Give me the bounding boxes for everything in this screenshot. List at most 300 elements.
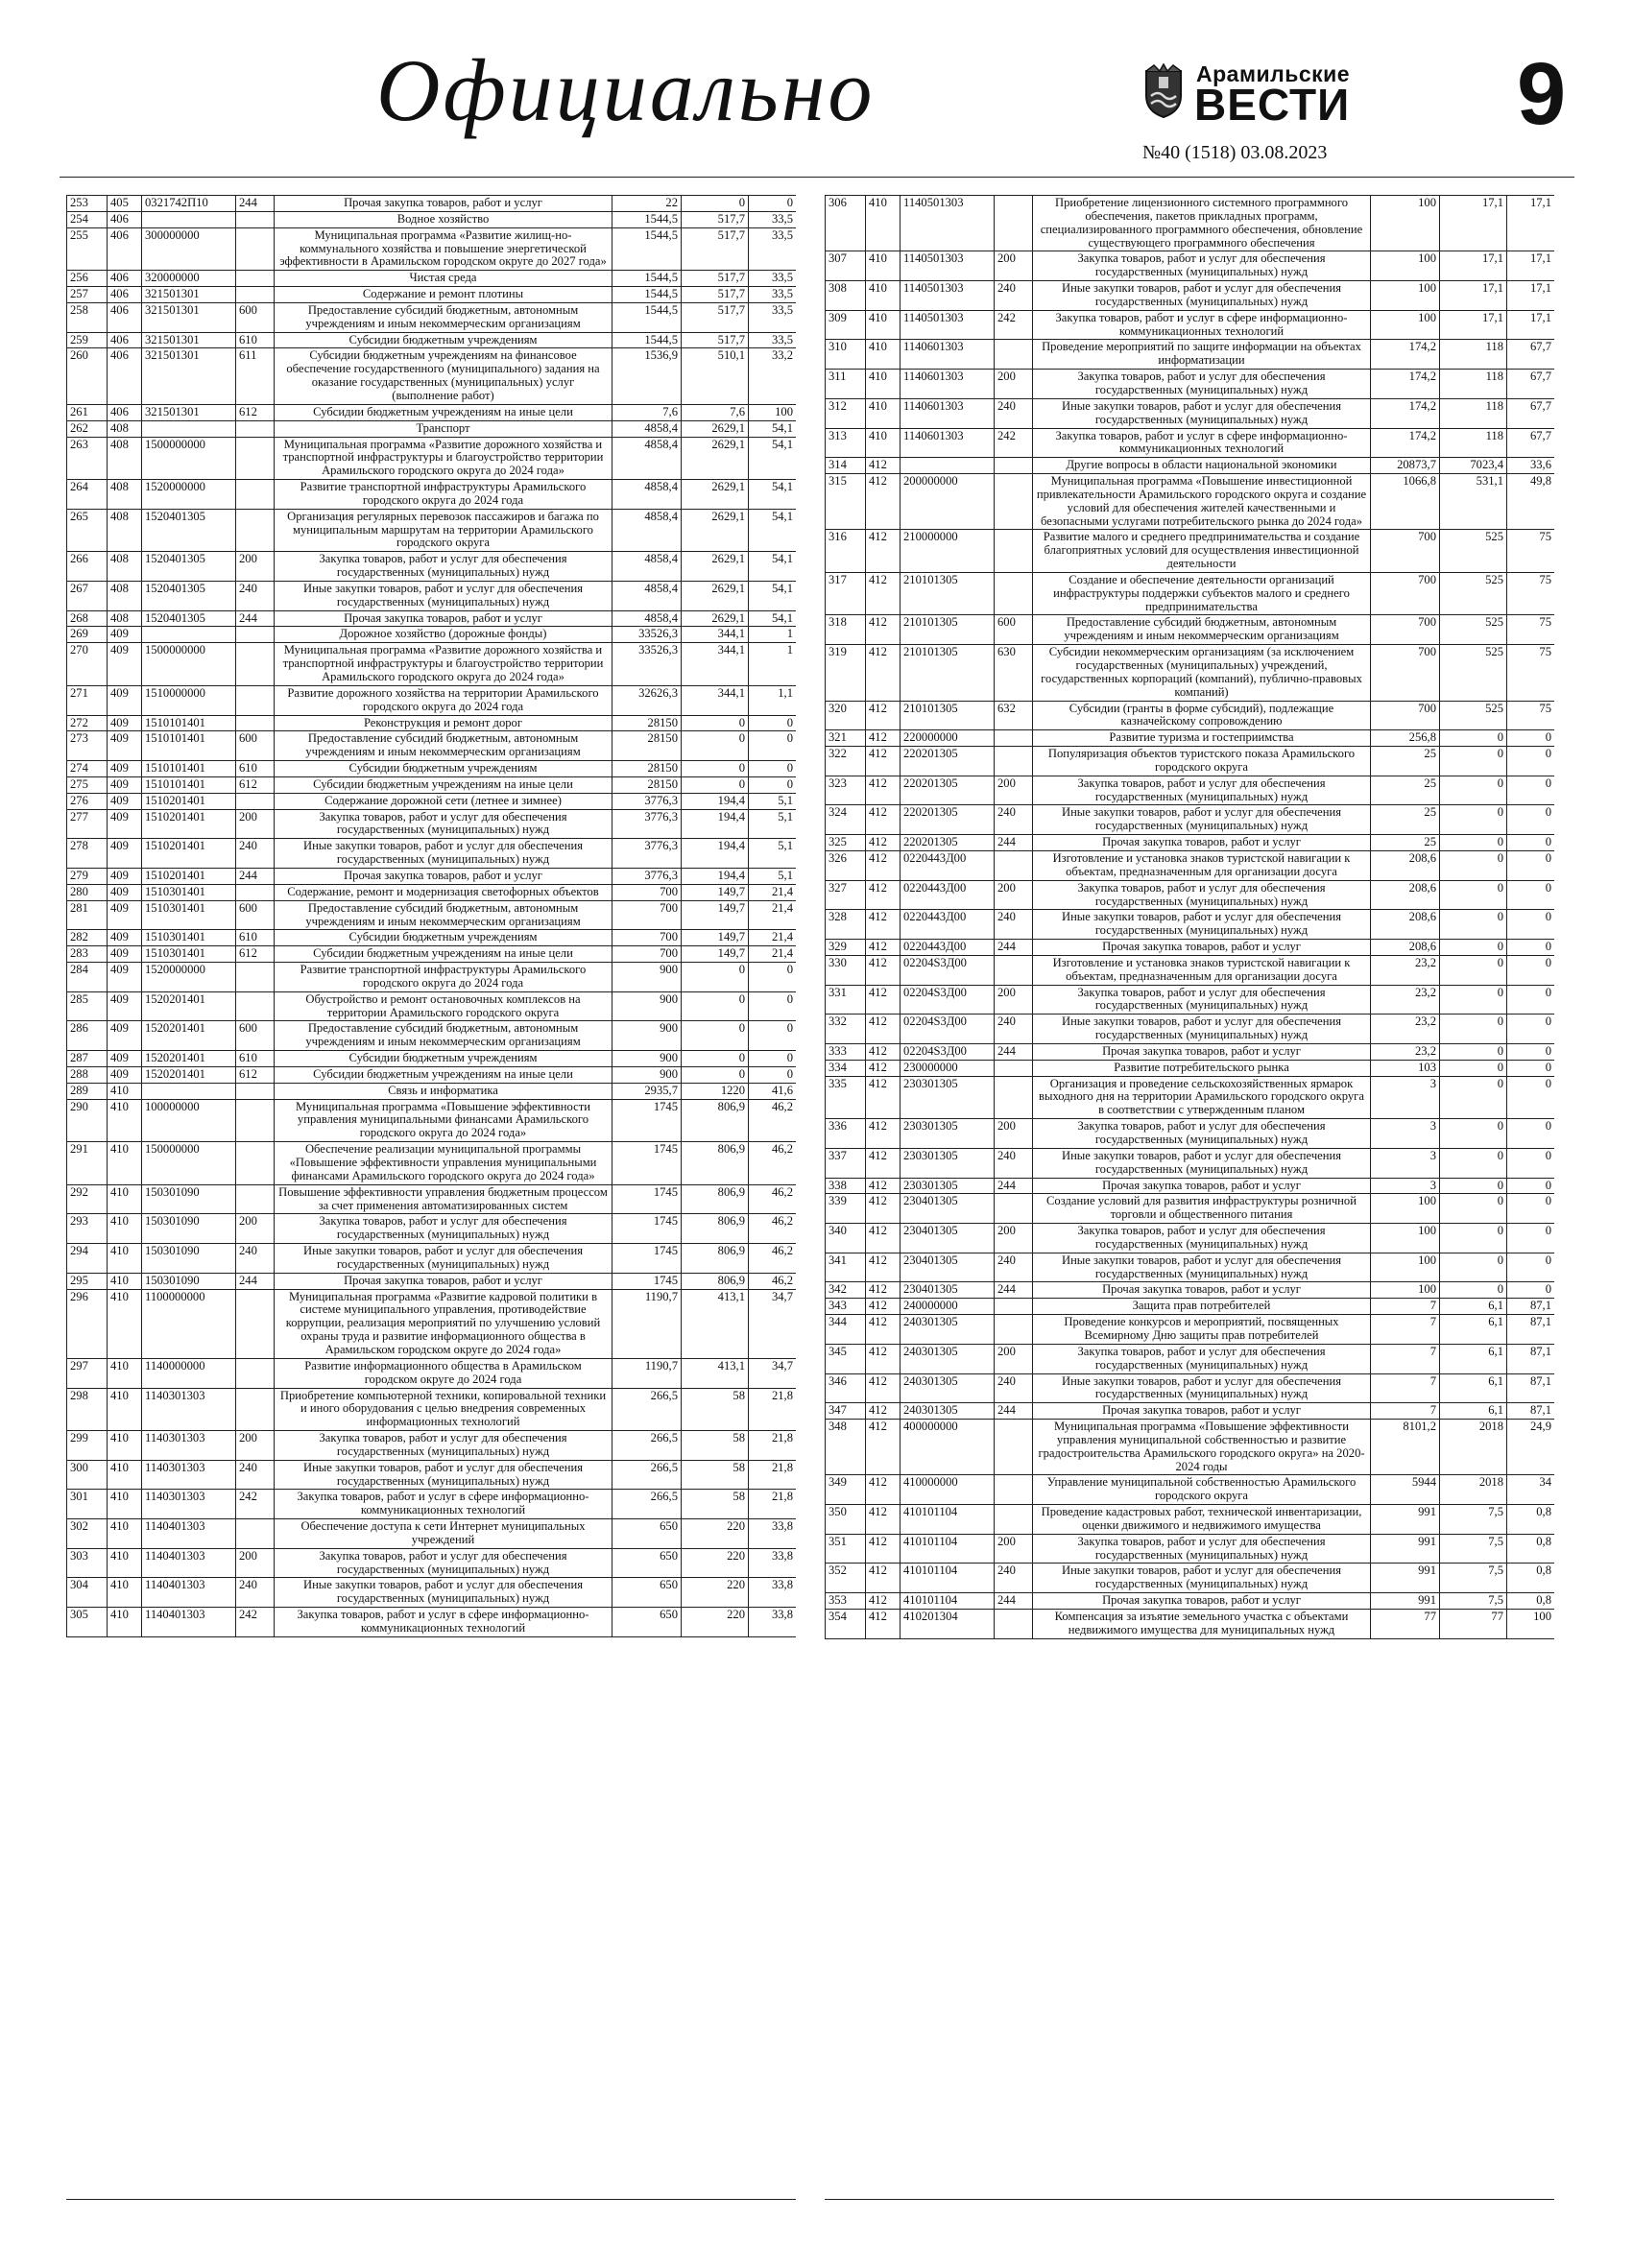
table-row [826, 1060, 1555, 1076]
planned-amount-cell: 208,6 [1371, 910, 1440, 940]
row-number-cell: 274 [67, 761, 108, 777]
row-number-cell: 287 [67, 1051, 108, 1067]
percent-cell: 0 [1507, 1015, 1555, 1044]
target-article-cell: 410101104 [901, 1505, 995, 1535]
planned-amount-cell: 1544,5 [612, 271, 682, 287]
executed-amount-cell: 58 [682, 1388, 749, 1431]
target-article-cell: 1140301303 [142, 1460, 236, 1490]
executed-amount-cell: 220 [682, 1608, 749, 1637]
percent-cell: 0 [749, 776, 797, 793]
executed-amount-cell: 58 [682, 1431, 749, 1461]
table-row [826, 880, 1555, 910]
percent-cell: 0 [749, 761, 797, 777]
row-number-cell: 353 [826, 1593, 866, 1610]
description-cell: Иные закупки товаров, работ и услуг для обеспечения государственных (муниципальных) нужд [1033, 1373, 1371, 1403]
row-number-cell: 265 [67, 509, 108, 552]
planned-amount-cell: 700 [1371, 615, 1440, 645]
planned-amount-cell: 100 [1371, 1224, 1440, 1253]
description-cell: Закупка товаров, работ и услуг для обеспечения государственных (муниципальных) нужд [1033, 251, 1371, 281]
table-row [826, 1373, 1555, 1403]
row-number-cell: 344 [826, 1315, 866, 1345]
executed-amount-cell: 0 [1440, 1076, 1507, 1119]
table-row [67, 420, 797, 437]
description-cell: Другие вопросы в области национальной экономики [1033, 458, 1371, 474]
row-number-cell: 305 [67, 1608, 108, 1637]
executed-amount-cell: 194,4 [682, 839, 749, 869]
row-number-cell: 309 [826, 310, 866, 340]
executed-amount-cell: 149,7 [682, 900, 749, 930]
target-article-cell: 410101104 [901, 1534, 995, 1564]
section-code-cell: 409 [108, 884, 142, 900]
executed-amount-cell: 58 [682, 1490, 749, 1519]
planned-amount-cell: 100 [1371, 1282, 1440, 1299]
percent-cell: 67,7 [1507, 428, 1555, 458]
expense-type-cell: 240 [995, 281, 1033, 311]
percent-cell: 0,8 [1507, 1534, 1555, 1564]
description-cell: Закупка товаров, работ и услуг для обеспечения государственных (муниципальных) нужд [1033, 880, 1371, 910]
percent-cell: 21,4 [749, 900, 797, 930]
row-number-cell: 266 [67, 552, 108, 582]
row-number-cell: 296 [67, 1289, 108, 1358]
target-article-cell: 0220443Д00 [901, 910, 995, 940]
expense-type-cell [236, 685, 275, 715]
percent-cell: 54,1 [749, 552, 797, 582]
executed-amount-cell: 344,1 [682, 685, 749, 715]
planned-amount-cell: 1745 [612, 1099, 682, 1142]
target-article-cell: 02204S3Д00 [901, 1015, 995, 1044]
planned-amount-cell: 32626,3 [612, 685, 682, 715]
executed-amount-cell: 7,5 [1440, 1505, 1507, 1535]
expense-type-cell: 200 [236, 1548, 275, 1578]
description-cell: Проведение мероприятий по защите информации на объектах информатизации [1033, 340, 1371, 370]
row-number-cell: 258 [67, 302, 108, 332]
row-number-cell: 292 [67, 1184, 108, 1214]
percent-cell: 87,1 [1507, 1344, 1555, 1373]
bottom-rule-left [66, 2199, 796, 2200]
target-article-cell: 1140301303 [142, 1431, 236, 1461]
percent-cell: 87,1 [1507, 1315, 1555, 1345]
section-code-cell: 410 [866, 281, 901, 311]
row-number-cell: 340 [826, 1224, 866, 1253]
description-cell: Водное хозяйство [275, 211, 612, 227]
planned-amount-cell: 174,2 [1371, 428, 1440, 458]
masthead [0, 0, 1633, 192]
table-row [67, 581, 797, 610]
table-row [67, 1021, 797, 1051]
section-code-cell: 412 [866, 701, 901, 730]
planned-amount-cell: 991 [1371, 1593, 1440, 1610]
executed-amount-cell: 0 [1440, 1060, 1507, 1076]
section-code-cell: 412 [866, 1119, 901, 1149]
percent-cell: 0 [1507, 1060, 1555, 1076]
table-row [67, 776, 797, 793]
section-code-cell: 412 [866, 880, 901, 910]
row-number-cell: 257 [67, 287, 108, 303]
target-article-cell: 1140501303 [901, 196, 995, 251]
description-cell: Муниципальная программа «Повышение эффективности управления муниципальными финансами Арамильского городского округа до 2024 года» [275, 1099, 612, 1142]
row-number-cell: 262 [67, 420, 108, 437]
planned-amount-cell: 1745 [612, 1273, 682, 1289]
row-number-cell: 306 [826, 196, 866, 251]
budget-table-right [825, 195, 1554, 1639]
table-row [67, 1578, 797, 1608]
planned-amount-cell: 7 [1371, 1299, 1440, 1315]
percent-cell: 21,8 [749, 1460, 797, 1490]
row-number-cell: 326 [826, 850, 866, 880]
planned-amount-cell: 3 [1371, 1119, 1440, 1149]
table-row [67, 1289, 797, 1358]
section-code-cell: 412 [866, 1043, 901, 1060]
target-article-cell: 1140301303 [142, 1490, 236, 1519]
percent-cell: 0 [1507, 730, 1555, 747]
row-number-cell: 289 [67, 1083, 108, 1099]
percent-cell: 17,1 [1507, 251, 1555, 281]
expense-type-cell: 242 [236, 1608, 275, 1637]
section-code-cell: 412 [866, 835, 901, 851]
description-cell: Иные закупки товаров, работ и услуг для обеспечения государственных (муниципальных) нужд [1033, 1253, 1371, 1282]
coat-of-arms-icon [1142, 63, 1185, 119]
expense-type-cell [236, 1142, 275, 1185]
percent-cell: 0 [1507, 1076, 1555, 1119]
percent-cell: 17,1 [1507, 310, 1555, 340]
row-number-cell: 285 [67, 991, 108, 1021]
planned-amount-cell: 900 [612, 991, 682, 1021]
section-code-cell: 408 [108, 610, 142, 627]
percent-cell: 33,8 [749, 1578, 797, 1608]
expense-type-cell [236, 627, 275, 643]
description-cell: Дорожное хозяйство (дорожные фонды) [275, 627, 612, 643]
planned-amount-cell: 23,2 [1371, 955, 1440, 985]
executed-amount-cell: 2018 [1440, 1475, 1507, 1505]
target-article-cell: 1520201401 [142, 1021, 236, 1051]
percent-cell: 33,2 [749, 348, 797, 404]
row-number-cell: 270 [67, 643, 108, 686]
table-row [826, 458, 1555, 474]
section-code-cell: 412 [866, 1194, 901, 1224]
target-article-cell: 321501301 [142, 302, 236, 332]
section-code-cell: 412 [866, 805, 901, 835]
description-cell: Иные закупки товаров, работ и услуг для обеспечения государственных (муниципальных) нужд [275, 1578, 612, 1608]
percent-cell: 33,5 [749, 332, 797, 348]
expense-type-cell: 612 [236, 776, 275, 793]
executed-amount-cell: 0 [682, 196, 749, 212]
target-article-cell: 02204S3Д00 [901, 1043, 995, 1060]
page-number: 9 [1517, 45, 1567, 143]
table-row [826, 955, 1555, 985]
table-row [826, 1475, 1555, 1505]
newspaper-logo [1142, 58, 1382, 134]
expense-type-cell [236, 437, 275, 480]
executed-amount-cell: 149,7 [682, 884, 749, 900]
table-row [67, 1273, 797, 1289]
table-row [67, 1244, 797, 1274]
executed-amount-cell: 6,1 [1440, 1299, 1507, 1315]
expense-type-cell: 200 [995, 776, 1033, 805]
executed-amount-cell: 0 [1440, 1178, 1507, 1194]
row-number-cell: 260 [67, 348, 108, 404]
target-article-cell: 1140401303 [142, 1578, 236, 1608]
planned-amount-cell: 650 [612, 1578, 682, 1608]
expense-type-cell: 200 [995, 251, 1033, 281]
table-row [67, 480, 797, 510]
section-code-cell: 409 [108, 930, 142, 946]
row-number-cell: 341 [826, 1253, 866, 1282]
planned-amount-cell: 100 [1371, 251, 1440, 281]
row-number-cell: 313 [826, 428, 866, 458]
planned-amount-cell: 100 [1371, 196, 1440, 251]
planned-amount-cell: 266,5 [612, 1490, 682, 1519]
percent-cell: 21,8 [749, 1388, 797, 1431]
description-cell: Повышение эффективности управления бюджетным процессом за счет применения автоматизированных систем [275, 1184, 612, 1214]
section-code-cell: 406 [108, 227, 142, 271]
expense-type-cell [236, 1519, 275, 1549]
executed-amount-cell: 2629,1 [682, 437, 749, 480]
row-number-cell: 290 [67, 1099, 108, 1142]
planned-amount-cell: 174,2 [1371, 398, 1440, 428]
row-number-cell: 304 [67, 1578, 108, 1608]
table-row [67, 271, 797, 287]
table-row [67, 1142, 797, 1185]
section-code-cell: 412 [866, 1148, 901, 1178]
table-row [67, 227, 797, 271]
target-article-cell: 240301305 [901, 1344, 995, 1373]
section-code-cell: 410 [108, 1460, 142, 1490]
percent-cell: 54,1 [749, 581, 797, 610]
target-article-cell: 321501301 [142, 332, 236, 348]
table-row [67, 839, 797, 869]
section-code-cell: 410 [866, 196, 901, 251]
expense-type-cell [236, 1099, 275, 1142]
row-number-cell: 312 [826, 398, 866, 428]
executed-amount-cell: 517,7 [682, 302, 749, 332]
table-row [826, 196, 1555, 251]
expense-type-cell: 200 [995, 1344, 1033, 1373]
table-row [826, 910, 1555, 940]
percent-cell: 0 [749, 1051, 797, 1067]
section-code-cell: 408 [108, 509, 142, 552]
target-article-cell: 230401305 [901, 1282, 995, 1299]
table-row [826, 776, 1555, 805]
budget-table-left [66, 195, 796, 1637]
expense-type-cell [236, 1184, 275, 1214]
executed-amount-cell: 0 [682, 731, 749, 761]
section-code-cell: 412 [866, 572, 901, 615]
description-cell: Закупка товаров, работ и услуг для обеспечения государственных (муниципальных) нужд [1033, 1344, 1371, 1373]
executed-amount-cell: 0 [1440, 776, 1507, 805]
table-row [826, 530, 1555, 573]
row-number-cell: 354 [826, 1610, 866, 1639]
percent-cell: 5,1 [749, 809, 797, 839]
executed-amount-cell: 0 [1440, 1148, 1507, 1178]
row-number-cell: 307 [826, 251, 866, 281]
description-cell: Субсидии бюджетным учреждениям на финансовое обеспечение государственного (муниципального) задания на оказание государственных (муниципальных) услуг (выполнение работ) [275, 348, 612, 404]
expense-type-cell: 200 [995, 1224, 1033, 1253]
section-code-cell: 408 [108, 420, 142, 437]
table-row [67, 627, 797, 643]
target-article-cell [142, 211, 236, 227]
description-cell: Прочая закупка товаров, работ и услуг [1033, 1043, 1371, 1060]
table-row [826, 310, 1555, 340]
budget-table-right-column [825, 195, 1554, 2191]
section-code-cell: 410 [866, 340, 901, 370]
target-article-cell: 1520401305 [142, 581, 236, 610]
description-cell: Иные закупки товаров, работ и услуг для обеспечения государственных (муниципальных) нужд [275, 1244, 612, 1274]
target-article-cell: 230301305 [901, 1178, 995, 1194]
planned-amount-cell: 991 [1371, 1505, 1440, 1535]
row-number-cell: 255 [67, 227, 108, 271]
row-number-cell: 264 [67, 480, 108, 510]
expense-type-cell [995, 1610, 1033, 1639]
executed-amount-cell: 517,7 [682, 287, 749, 303]
planned-amount-cell: 23,2 [1371, 985, 1440, 1015]
planned-amount-cell: 900 [612, 1021, 682, 1051]
description-cell: Закупка товаров, работ и услуг для обеспечения государственных (муниципальных) нужд [275, 809, 612, 839]
target-article-cell: 220201305 [901, 805, 995, 835]
expense-type-cell [236, 480, 275, 510]
row-number-cell: 291 [67, 1142, 108, 1185]
table-row [826, 1194, 1555, 1224]
planned-amount-cell: 3776,3 [612, 839, 682, 869]
table-row [826, 1282, 1555, 1299]
row-number-cell: 331 [826, 985, 866, 1015]
section-code-cell: 412 [866, 1060, 901, 1076]
description-cell: Муниципальная программа «Развитие дорожного хозяйства и транспортной инфраструктуры и благоустройство территории Арамильского городского округа до 2024 года» [275, 643, 612, 686]
table-row [67, 809, 797, 839]
planned-amount-cell: 7 [1371, 1344, 1440, 1373]
expense-type-cell [236, 420, 275, 437]
executed-amount-cell: 220 [682, 1548, 749, 1578]
percent-cell: 75 [1507, 615, 1555, 645]
row-number-cell: 272 [67, 715, 108, 731]
target-article-cell: 1520201401 [142, 1066, 236, 1083]
row-number-cell: 330 [826, 955, 866, 985]
planned-amount-cell: 4858,4 [612, 437, 682, 480]
row-number-cell: 314 [826, 458, 866, 474]
description-cell: Предоставление субсидий бюджетным, автономным учреждениям и иным некоммерческим организациям [275, 731, 612, 761]
planned-amount-cell: 3 [1371, 1178, 1440, 1194]
target-article-cell: 1510201401 [142, 793, 236, 809]
section-code-cell: 410 [866, 370, 901, 399]
expense-type-cell [995, 1060, 1033, 1076]
percent-cell: 46,2 [749, 1214, 797, 1244]
executed-amount-cell: 6,1 [1440, 1315, 1507, 1345]
section-code-cell: 409 [108, 793, 142, 809]
table-row [67, 991, 797, 1021]
planned-amount-cell: 900 [612, 1051, 682, 1067]
section-code-cell: 409 [108, 900, 142, 930]
expense-type-cell: 610 [236, 332, 275, 348]
row-number-cell: 316 [826, 530, 866, 573]
section-code-cell: 410 [108, 1490, 142, 1519]
expense-type-cell: 600 [236, 731, 275, 761]
percent-cell: 54,1 [749, 480, 797, 510]
expense-type-cell: 240 [236, 1460, 275, 1490]
section-code-cell: 406 [108, 211, 142, 227]
target-article-cell: 1510201401 [142, 839, 236, 869]
expense-type-cell [236, 793, 275, 809]
section-code-cell: 410 [108, 1608, 142, 1637]
executed-amount-cell: 7,5 [1440, 1593, 1507, 1610]
target-article-cell: 1140401303 [142, 1548, 236, 1578]
table-row [67, 793, 797, 809]
description-cell: Закупка товаров, работ и услуг для обеспечения государственных (муниципальных) нужд [275, 1431, 612, 1461]
executed-amount-cell: 344,1 [682, 627, 749, 643]
percent-cell: 0 [1507, 1282, 1555, 1299]
target-article-cell: 1140601303 [901, 340, 995, 370]
expense-type-cell [995, 530, 1033, 573]
planned-amount-cell: 1536,9 [612, 348, 682, 404]
executed-amount-cell: 0 [682, 761, 749, 777]
table-row [67, 1431, 797, 1461]
expense-type-cell: 600 [995, 615, 1033, 645]
planned-amount-cell: 1544,5 [612, 211, 682, 227]
percent-cell: 5,1 [749, 868, 797, 884]
target-article-cell: 1140000000 [142, 1358, 236, 1388]
row-number-cell: 276 [67, 793, 108, 809]
description-cell: Иные закупки товаров, работ и услуг для обеспечения государственных (муниципальных) нужд [275, 1460, 612, 1490]
row-number-cell: 323 [826, 776, 866, 805]
executed-amount-cell: 0 [682, 991, 749, 1021]
table-row [67, 1519, 797, 1549]
row-number-cell: 317 [826, 572, 866, 615]
table-row [67, 509, 797, 552]
expense-type-cell: 240 [995, 805, 1033, 835]
description-cell: Иные закупки товаров, работ и услуг для обеспечения государственных (муниципальных) нужд [1033, 398, 1371, 428]
section-code-cell: 406 [108, 271, 142, 287]
section-code-cell: 410 [866, 310, 901, 340]
description-cell: Закупка товаров, работ и услуг для обеспечения государственных (муниципальных) нужд [275, 1214, 612, 1244]
planned-amount-cell: 28150 [612, 731, 682, 761]
percent-cell: 0,8 [1507, 1593, 1555, 1610]
section-code-cell: 412 [866, 850, 901, 880]
table-row [67, 643, 797, 686]
executed-amount-cell: 17,1 [1440, 310, 1507, 340]
executed-amount-cell: 2629,1 [682, 509, 749, 552]
percent-cell: 75 [1507, 701, 1555, 730]
expense-type-cell [236, 1388, 275, 1431]
section-title: Официально [376, 41, 876, 139]
target-article-cell: 1510201401 [142, 868, 236, 884]
percent-cell: 0 [1507, 776, 1555, 805]
section-code-cell: 410 [108, 1431, 142, 1461]
table-row [67, 731, 797, 761]
expense-type-cell [995, 730, 1033, 747]
description-cell: Развитие дорожного хозяйства на территории Арамильского городского округа до 2024 года [275, 685, 612, 715]
target-article-cell: 1140401303 [142, 1519, 236, 1549]
expense-type-cell [995, 474, 1033, 530]
executed-amount-cell: 149,7 [682, 946, 749, 963]
percent-cell: 21,8 [749, 1431, 797, 1461]
expense-type-cell: 240 [995, 398, 1033, 428]
percent-cell: 1 [749, 627, 797, 643]
expense-type-cell [236, 227, 275, 271]
table-row [67, 211, 797, 227]
section-code-cell: 409 [108, 809, 142, 839]
issue-info: №40 (1518) 03.08.2023 [1142, 142, 1328, 163]
expense-type-cell: 612 [236, 1066, 275, 1083]
target-article-cell: 321501301 [142, 348, 236, 404]
description-cell: Субсидии бюджетным учреждениям на иные цели [275, 946, 612, 963]
section-code-cell: 412 [866, 1076, 901, 1119]
row-number-cell: 332 [826, 1015, 866, 1044]
description-cell: Иные закупки товаров, работ и услуг для обеспечения государственных (муниципальных) нужд [1033, 281, 1371, 311]
target-article-cell: 150301090 [142, 1273, 236, 1289]
table-row [67, 332, 797, 348]
planned-amount-cell: 1745 [612, 1214, 682, 1244]
planned-amount-cell: 900 [612, 1066, 682, 1083]
section-code-cell: 406 [108, 302, 142, 332]
row-number-cell: 311 [826, 370, 866, 399]
